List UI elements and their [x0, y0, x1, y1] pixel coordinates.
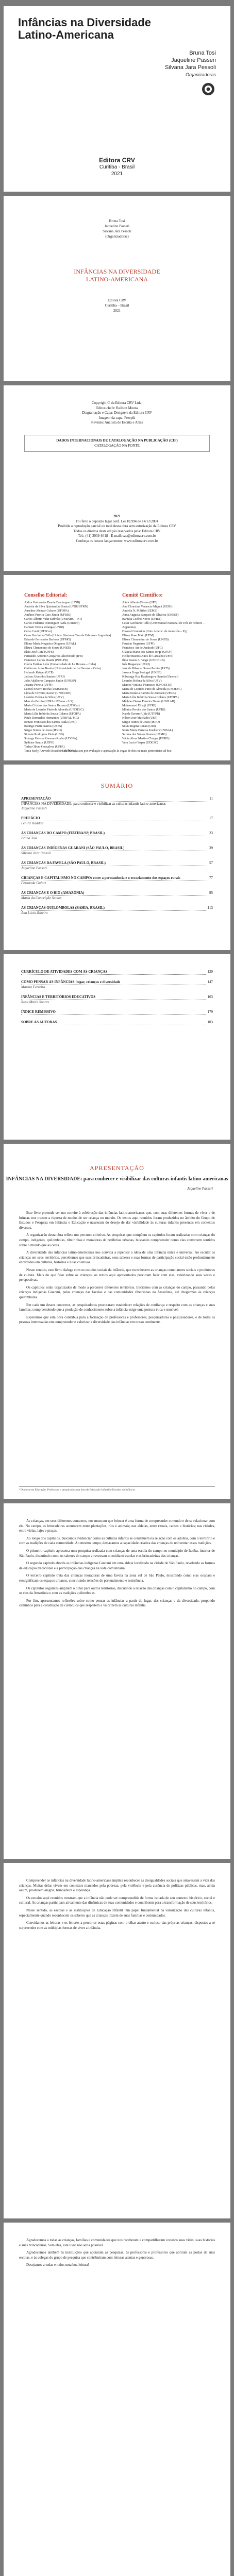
scientific-committee-member: Maria Lília Imbiriba Sousa Colares (UFOPA): [122, 696, 179, 699]
scientific-committee-member: Lourdes Helena da Silva (UFV): [122, 680, 162, 683]
body-paragraph: Os capítulos estão organizados de modo a percorrer diferentes territórios. Iniciamos com as crianças do campo, passando pelas crianças indígenas Guarani, pelas crianças das favelas e das comunidades ribeirinhas da Amazônia, até chegarmos às crianças quilombolas.: [19, 1285, 215, 1299]
scientific-committee-member: Fauston Negreiros (UFPI): [122, 642, 155, 646]
scientific-committee-member: Barbara Coelho Neves (UFBA): [122, 618, 161, 621]
body-paragraph: O primeiro capítulo apresenta uma pesquisa realizada com crianças de uma escola do campo no município de Itatiba, interior de São Paulo, discutindo como os saberes do campo atravessam o cotidiano escolar e as brincadeiras das crianças.: [19, 1548, 215, 1558]
editorial-council-member: Lourdes Helena da Silva (UFV): [24, 696, 64, 699]
footnote: ¹ Doutora em Educação. Professora e pesquisadora na área de Educação Infantil e Estudos da Infância.: [19, 1486, 215, 1492]
editorial-council-member: Carmen Tereza Velanga (UNIR): [24, 626, 64, 629]
council-page: [4, 575, 230, 760]
scientific-committee-member: Maria de Lourdes Pinto de Almeida (UNOESC): [122, 688, 182, 691]
toc-entry-row: [21, 906, 213, 911]
body-paragraph: O segundo capítulo aborda as infâncias indígenas Guarani em uma aldeia localizada na cidade de São Paulo, revelando as formas de educação tradicional e a participação das crianças na vida comunitária.: [19, 1561, 215, 1570]
catalog-box: [24, 435, 210, 452]
toc-entry-row: [21, 970, 213, 975]
cover-author: Jaqueline Passeri: [171, 57, 216, 63]
editorial-council-member: Maria Lília Imbiriba Sousa Colares (UFOPA): [24, 713, 81, 716]
legal-notice: Conheça os nossos lançamentos: www.editoracrv.com.br: [76, 538, 158, 543]
editorial-council-title: Conselho Editorial:: [24, 592, 68, 598]
copyright-line: Copyright © da Editora CRV Ltda.: [92, 401, 142, 405]
scientific-committee-member: Kilwangy Kya Kapitango-a-Samba (Unemat): [122, 675, 179, 679]
legal-notice: Todos os direitos desta edição reservados pela: Editora CRV: [73, 529, 161, 533]
editorial-council-member: Jailson Alves dos Santos (UFRJ): [24, 675, 65, 679]
scientific-committee-member: Silvia Regina Canan (URI): [122, 725, 156, 728]
editorial-council-member: Renato Francisco dos Santos Paula (UFG): [24, 721, 77, 724]
toc-entry-page: 17: [209, 816, 213, 820]
body-paragraph: Os capítulos seguintes ampliam o olhar para outros territórios, discutindo a relação das crianças com o capitalismo no campo, com os rios da Amazônia e com as tradições quilombolas.: [19, 1586, 215, 1596]
editorial-council-member: Sérgio Nunes de Jesus (IFRO): [24, 729, 62, 732]
toc-entry-row: [21, 891, 213, 896]
editorial-council-member: Fernando Antônio Gonçalves Alcoforado (IPB): [24, 655, 83, 658]
title-publisher: Editora CRV: [107, 298, 127, 302]
toc-page-2: [4, 954, 230, 1140]
cover-title-line2: Latino-Americana: [18, 28, 114, 41]
toc-entry-author: Rosa Maria Soares: [21, 1000, 49, 1004]
editorial-council-member: João Adalberto Campato Junior (UNESP): [24, 680, 76, 683]
toc-entry-title: PREFÁCIO: [21, 816, 207, 821]
toc-entry-page: 57: [209, 861, 213, 865]
toc-entry-author: Marina Ferreira: [21, 985, 45, 989]
editorial-council-member: Eduardo Fernandes Barbosa (UFMG): [24, 638, 71, 641]
toc-list: [21, 796, 213, 921]
scientific-committee-member: Suzana dos Santos Gomes (UFMG): [122, 733, 166, 736]
body-paragraph: Agradecemos a todas as crianças, famílias e comunidades que nos receberam e compartilharam conosco suas vidas, suas histórias e suas brincadeiras. Sem elas, este livro não seria possível.: [19, 2238, 215, 2247]
editorial-council-member: Paulo Romualdo Hernandes (UNIFAL-MG): [24, 717, 79, 720]
body-page: [4, 1863, 230, 2218]
cover-city: Curitiba - Brasil: [99, 164, 135, 170]
toc-list-2: [21, 970, 213, 1030]
editorial-council-member: Sydione Santos (UEPG): [24, 741, 55, 744]
toc-entry[interactable]: [21, 846, 213, 856]
copyright-line: Revisão: Analista de Escrita e Artes: [91, 420, 143, 425]
toc-page: [4, 765, 230, 950]
cover-page: [4, 6, 230, 192]
toc-entry-page: 23: [209, 831, 213, 835]
page-body: [19, 1878, 215, 1933]
toc-entry-page: 163: [207, 995, 213, 999]
scientific-committee-member: Eliane Rose Maio (UEM): [122, 634, 154, 637]
cover-title-line1: Infâncias na Diversidade: [18, 16, 151, 29]
scientific-committee-member: Altair Alberto Fávero (UPF): [122, 601, 158, 604]
toc-entry[interactable]: [21, 1020, 213, 1025]
toc-entry[interactable]: [21, 906, 213, 916]
copyright-page: [4, 385, 230, 571]
toc-entry-title: CURRÍCULO DE ATIVIDADES COM AS CRIANÇAS: [21, 970, 206, 975]
cover-year: 2021: [111, 171, 123, 177]
copyright-line: Imagem da capa: Freepik: [98, 415, 136, 420]
editorial-council-member: Leonel Severo Rocha (UNISINOS): [24, 688, 69, 691]
toc-entry-page: 129: [207, 970, 213, 974]
scientific-committee-member: Ilma Passos A. Veiga (UNICEUB): [122, 659, 165, 662]
body-paragraph: Este livro pretende ser um convite à celebração das infâncias latino-americanas que, com suas diferentes formas de viver e de brincar, nos trazem a riqueza de modos de ser criança no mundo. Os textos aqui reunidos foram produzidos no âmbito do Grupo de Estudos e Pesquisa em Infância e Educação e nasceram do desejo de dar visibilidade às culturas infantis presentes em contextos diversos.: [19, 1211, 215, 1230]
page-body: [19, 2238, 215, 2270]
title-page: [4, 196, 230, 381]
toc-entry-row: [21, 1010, 213, 1015]
editorial-council-member: Carlos Federico Dominguez Avila (Unieuro): [24, 622, 79, 625]
scientific-committee-member: Sérgio Nunes de Jesus (IFRO): [122, 721, 160, 724]
scientific-committee-member: Mônica Pereira dos Santos (UFRJ): [122, 708, 165, 711]
toc-entry-title: INFÂNCIAS E TERRITÓRIOS EDUCATIVOS: [21, 995, 206, 1000]
presentation-heading: APRESENTAÇÃO: [90, 1164, 144, 1172]
toc-entry-subtitle: INFÂNCIAS NA DIVERSIDADE: para conhecer e visibilizar as culturas infantis latino-americanas: [21, 802, 166, 806]
title-city: Curitiba – Brasil: [105, 303, 129, 308]
cover-role: Organizadoras: [185, 72, 216, 77]
scientific-committee-member: Míghian Danae Ferreira Nunes (UNILAB): [122, 700, 175, 703]
toc-entry-row: [21, 846, 213, 851]
copyright-credits: [4, 401, 230, 426]
toc-entry-title: CRIANÇAS E CAPITALISMO NO CAMPO: entre a permanência e o esvaziamento dos espaços rurais: [21, 876, 207, 881]
scientific-committee-member: Cesar Gerónimo Tello (Universidad Nacional de Três de Febrero – Argentina): [122, 622, 205, 629]
toc-entry-row: [21, 995, 213, 1000]
editorial-council-member: Elione Maria Nogueira Diogenes (UFAL): [24, 642, 76, 646]
scientific-committee-member: Mohammed Elhajji (UFRJ): [122, 704, 156, 707]
publisher-logo-icon: [202, 82, 215, 98]
editorial-council-member: Gloria Fariñas León (Universidade de La Havana – Cuba): [24, 663, 96, 666]
cover-author: Silvana Jara Pessoli: [164, 64, 216, 71]
toc-entry-row: [21, 816, 213, 821]
toc-entry-title: COMO PENSAR AS INFÂNCIAS: lugar, crianças e diversidade: [21, 980, 206, 985]
page-body: [19, 1519, 215, 1611]
scientific-committee-member: Inês Bragança (UERJ): [122, 663, 150, 666]
half-title-role: (Organizadoras): [105, 234, 129, 239]
body-paragraph: Os estudos aqui reunidos mostram que a infância não pode ser compreendida de forma isolada de seu contexto histórico, social e cultural. As crianças participam ativamente das dinâmicas de suas comunidades e contribuem para a transformação de seus territórios.: [19, 1895, 215, 1905]
legal-notice: Tel.: (41) 3039-6418 - E-mail: sac@editoracrv.com.br: [78, 534, 156, 538]
toc-entry-title: ÍNDICE REMISSIVO: [21, 1010, 206, 1015]
scientific-committee-member: Vera Lucia Gaspar (UDESC): [122, 741, 158, 744]
editorial-council-member: Carlos Alberto Vilar Estêvão (UMINHO – PT): [24, 618, 82, 621]
scientific-committee-member: José de Ribamar Sousa Pereira (UCB): [122, 667, 170, 670]
toc-entry-author: Ana Lúcia Ribeiro: [21, 911, 48, 915]
scientific-committee-member: Helder Buenos Aires de Carvalho (UFPI): [122, 655, 174, 658]
toc-entry-title: AS CRIANÇAS INDÍGENAS GUARANI (SÃO PAULO, BRASIL): [21, 846, 207, 851]
body-paragraph: Ao longo dos capítulos, buscamos evidenciar como as culturas infantis se constituem na relação com os adultos, com o território e com as tradições de cada comunidade. Ao mesmo tempo, destacamos a capacidade criativa das crianças de reinventar essas tradições.: [19, 1536, 215, 1546]
scientific-committee-member: Andréia N. Militão (UEMS): [122, 609, 157, 613]
body-paragraph: Agradecemos também às instituições que apoiaram as pesquisas, às professoras e professores que abriram as portas de suas escolas, e às colegas do grupo de pesquisa que contribuíram com leituras atentas e generosas.: [19, 2250, 215, 2260]
cover-footer: [4, 157, 230, 177]
scientific-committee-member: Najela Tavares Ujiie (UTFPR): [122, 713, 160, 716]
toc-entry-page: 147: [207, 980, 213, 984]
presentation-page: [4, 1144, 230, 1499]
toc-entry[interactable]: [21, 796, 213, 811]
scientific-committee: [122, 594, 210, 753]
body-paragraph: Esperamos que esta obra contribua para a formação de professoras e professores, pesquisadoras e pesquisadores, e de todas as pessoas interessadas em compreender e valorizar a diversidade das infâncias em nosso continente.: [19, 1315, 215, 1325]
copyright-line: Diagramação e Capa: Designers da Editora CRV: [81, 411, 153, 415]
editorial-council-member: Maria Cristina dos Santos Bezerra (UFSCar): [24, 704, 80, 707]
toc-entry-page: 77: [209, 876, 213, 880]
toc-entry[interactable]: [21, 816, 213, 826]
toc-entry-row: [21, 796, 213, 802]
toc-entry-title: AS CRIANÇAS DA FAVELA (SÃO PAULO, BRASIL): [21, 861, 207, 866]
book-title-line1: INFÂNCIAS NA DIVERSIDADE: [74, 268, 160, 275]
half-title-authors: [4, 218, 230, 239]
toc-entry-row: [21, 876, 213, 881]
legal-notice: Proibida a reprodução parcial ou total desta obra sem autorização da Editora CRV: [58, 524, 176, 528]
toc-entry-author: Silvana Jara Pessoli: [21, 851, 51, 855]
scientific-committee-member: Sonia Maria Ferreira Koehler (UNISAL): [122, 729, 173, 732]
editorial-council-member: Andréia da Silva Quintanilha Sousa (UNIR/UFRN): [24, 605, 88, 608]
scientific-committee-member: Francisco Ari de Andrade (UFC): [122, 647, 163, 650]
scientific-committee-member: Nilson José Machado (USP): [122, 717, 158, 720]
toc-entry-title: AS CRIANÇAS QUILOMBOLAS (BAHIA, BRASIL): [21, 906, 206, 911]
presentation-subtitle: INFÂNCIAS NA DIVERSIDADE: para conhecer e visibilizar das culturas infantis latino-americanas: [6, 1176, 228, 1182]
copyright-line: Editor-chefe: Railson Moura: [96, 405, 138, 410]
toc-entry-row: [21, 980, 213, 985]
toc-entry-row: [21, 831, 213, 836]
toc-entry-author: Jaqueline Passeri: [21, 866, 47, 870]
body-paragraph: Nesse sentido, este livro dialoga com os estudos sociais da infância, que reconhecem as crianças como atores sociais e produtoras de cultura. Mais do que falar sobre as crianças, os textos aqui apresentados procuram falar com elas, valorizando suas vozes e perspectivas.: [19, 1267, 215, 1282]
scientific-committee-member: Gláucia Maria dos Santos Jorge (UFOP): [122, 651, 173, 654]
body-paragraph: Nesse sentido, as escolas e as instituições de Educação Infantil têm papel fundamental na valorização das culturas infantis, especialmente quando reconhecem os saberes que as crianças trazem de suas famílias e comunidades.: [19, 1908, 215, 1918]
toc-entry[interactable]: [21, 861, 213, 871]
scientific-committee-member: Jussara Fraga Portugal (UNEB): [122, 671, 162, 674]
title-year: 2021: [113, 309, 121, 313]
editorial-council-member: Solange Helena Ximenes-Rocha (UFOPA): [24, 737, 77, 740]
toc-entry-author: Bruna Tosi: [21, 836, 37, 840]
scientific-committee-member: Maria Eurácia Barreto de Andrade (UFRB): [122, 692, 176, 695]
legal-notice: Foi feito o depósito legal conf. Lei 10.994 de 14/12/2004: [75, 519, 158, 523]
toc-entry-row: [21, 1020, 213, 1025]
body-paragraph: O terceiro capítulo trata das crianças moradoras de uma favela na zona sul de São Paulo, mostrando como elas ocupam e ressignificam os espaços urbanos, construindo relações de pertencimento e resistência.: [19, 1573, 215, 1583]
legal-notice: 2021: [113, 514, 121, 518]
toc-entry[interactable]: [21, 876, 213, 886]
editorial-council: [24, 594, 112, 753]
editorial-council-member: Élsio José Corá (UFFS): [24, 651, 54, 654]
toc-entry-page: 95: [209, 891, 213, 895]
toc-entry-title: SOBRE AS AUTORAS: [21, 1020, 206, 1025]
body-paragraph: Desejamos a todas e todos uma boa leitura!: [26, 2263, 89, 2267]
editorial-council-member: Celso Conti (UFSCar): [24, 630, 52, 633]
scientific-committee-member: Anna Augusta Sampaio de Oliveira (UNESP): [122, 614, 179, 617]
scientific-committee-title: Comitê Científico:: [122, 592, 163, 598]
body-page: [4, 1503, 230, 1859]
editorial-council-member: Aldira Guimarães Duarte Domínguez (UNB): [24, 601, 80, 604]
toc-entry-page: 11: [209, 796, 213, 801]
editorial-council-member: Simone Rodrigues Pinto (UNB): [24, 733, 64, 736]
editorial-council-member: Tania Suely Azevedo Brasileiro (UFOPA): [24, 750, 76, 753]
toc-entry-title: AS CRIANÇAS E O RIO (AMAZÔNIA): [21, 891, 207, 896]
toc-entry-author: Maria da Conceição Santos: [21, 896, 62, 900]
editorial-council-member: Maria de Lourdes Pinto de Almeida (UNOESC): [24, 708, 84, 711]
editorial-council-member: Helmuth Krüger (UCP): [24, 671, 54, 674]
toc-entry-title: AS CRIANÇAS DO CAMPO (ITATIBA/SP, BRASIL): [21, 831, 207, 836]
half-title-author: Jaqueline Passeri: [104, 224, 129, 228]
toc-entry[interactable]: [21, 980, 213, 990]
title-imprint: [4, 298, 230, 313]
toc-entry[interactable]: [21, 995, 213, 1005]
toc-entry-row: [21, 861, 213, 866]
body-paragraph: A diversidade das infâncias latino-americanas nos convida a repensar a ideia de uma infância única e universal. Ao escutar as crianças em seus territórios, percebemos que suas brincadeiras, seus saberes e suas formas de participação social estão profundamente enraizados em culturas, histórias e lutas coletivas.: [19, 1250, 215, 1265]
editorial-council-member: Josania Portela (UFPI): [24, 684, 53, 687]
body-paragraph: As crianças, em seus diferentes contextos, nos mostram que brincar é uma forma de compreender o mundo e de se relacionar com ele. No campo, as brincadeiras acontecem entre plantações, rios e animais; nas aldeias, entre rituais, cantos e histórias; nas cidades, entre vielas, lajes e praças.: [19, 1519, 215, 1533]
cover-publisher: Editora CRV: [99, 157, 135, 164]
body-paragraph: Convidamos as leitoras e os leitores a percorrer estas páginas com o olhar atento e curioso das próprias crianças, dispostos a se surpreender com as múltiplas formas de viver a infância.: [19, 1921, 215, 1930]
scientific-committee-member: Elizeu Clementino de Souza (UNEB): [122, 638, 169, 641]
scientific-committee-member: Vânia Alves Martins Chaigar (FURG): [122, 737, 170, 740]
toc-entry-author: Fernanda Gulart: [21, 881, 46, 885]
toc-heading: SUMÁRIO: [101, 782, 133, 789]
toc-entry-author: Lenira Haddad: [21, 821, 43, 825]
editorial-council-member: Guillermo Arias Beatón (Universidade de La Havana – Cuba): [24, 667, 101, 670]
half-title-author: Bruna Tosi: [109, 219, 125, 223]
cover-authors: [165, 49, 216, 78]
toc-entry-page: 39: [209, 846, 213, 850]
scientific-committee-member: Diosnel Centurion (Univ Americ. de Asunción – Py): [122, 630, 187, 633]
presentation-body: [19, 1211, 215, 1328]
catalog-heading: DADOS INTERNACIONAIS DE CATALOGAÇÃO NA PUBLICAÇÃO (CIP): [56, 438, 178, 443]
presentation-author: Jaqueline Passeri: [187, 1187, 213, 1191]
catalog-subheading: CATALOGAÇÃO NA FONTE: [94, 443, 140, 448]
toc-entry[interactable]: [21, 970, 213, 975]
scientific-committee-member: Ana Chrystina Venancio Mignot (UERJ): [122, 605, 173, 608]
editorial-council-member: Tadeu Oliver Gonçalves (UFPA): [24, 745, 65, 749]
toc-entry-page: 179: [207, 1010, 213, 1014]
editorial-council-member: Rodrigo Pratte-Santos (UFES): [24, 725, 62, 728]
legal-notices: [4, 514, 230, 544]
toc-entry[interactable]: [21, 831, 213, 841]
body-page: [4, 2223, 230, 2576]
book-title-line2: LATINO-AMERICANA: [86, 276, 148, 283]
toc-entry-page: 113: [207, 906, 213, 910]
half-title-author: Silvana Jara Pessoli: [103, 229, 131, 233]
book-title: [4, 268, 230, 283]
editorial-council-member: Francisco Carlos Duarte (PUC-PR): [24, 659, 68, 662]
body-paragraph: Em cada um desses contextos, as pesquisadoras procuraram estabelecer relações de confiança e respeito com as crianças e suas famílias, compreendendo que a produção de conhecimento sobre a infância exige uma postura ética e sensível.: [19, 1302, 215, 1312]
cover-title: [18, 16, 151, 41]
toc-entry[interactable]: [21, 891, 213, 901]
body-paragraph: Compreender as infâncias na diversidade latino-americana implica reconhecer as desigualdades sociais que atravessam a vida das crianças. Muitas delas vivem em contextos marcados pela pobreza, pela violência e pela ausência de políticas públicas, mas, ainda assim, produzem alegria, brincadeira e esperança.: [19, 1878, 215, 1893]
toc-entry[interactable]: [21, 1010, 213, 1015]
toc-entry-title: APRESENTAÇÃO: [21, 796, 207, 802]
editorial-council-member: Cesar Gerónimo Tello (Univer. Nacional Tres de Febrero – Argentina): [24, 634, 111, 637]
editorial-council-member: Antônio Pereira Gaio Júnior (UFRRJ): [24, 614, 72, 617]
toc-entry-page: 183: [207, 1020, 213, 1024]
editorial-council-member: Lídia de Oliveira Xavier (UNIEURO): [24, 692, 72, 695]
body-paragraph: A organização desta obra reflete um percurso coletivo. As pesquisas que compõem os capítulos foram realizadas com crianças do campo, indígenas, quilombolas, ribeirinhas e moradoras de periferias urbanas, buscando compreender como elas constroem sentidos sobre o mundo que as cerca.: [19, 1233, 215, 1247]
peer-review-note: Este livro passou por avaliação e aprovação às cegas de dois ou mais pareceristas ad hoc.: [62, 750, 172, 753]
editorial-council-member: Marcelo Paixão (UFRJ e UTexas – US): [24, 700, 73, 703]
scientific-committee-member: Marcos Vinicius Francisco (UNOESTE): [122, 684, 173, 687]
toc-entry-author: Jaqueline Passeri: [21, 806, 47, 810]
editorial-council-member: Anselmo Alencar Colares (UFOPA): [24, 609, 69, 613]
editorial-council-member: Elizeu Clementino de Souza (UNEB): [24, 647, 71, 650]
cover-author: Bruna Tosi: [189, 50, 216, 56]
presentation-title-block: [4, 1164, 230, 1191]
council-columns: [4, 594, 230, 753]
body-paragraph: Por fim, apresentamos reflexões sobre como pensar as infâncias a partir do lugar, das crianças e da diversidade, propondo caminhos para a construção de currículos que respeitem e valorizem as culturas infantis.: [19, 1598, 215, 1608]
